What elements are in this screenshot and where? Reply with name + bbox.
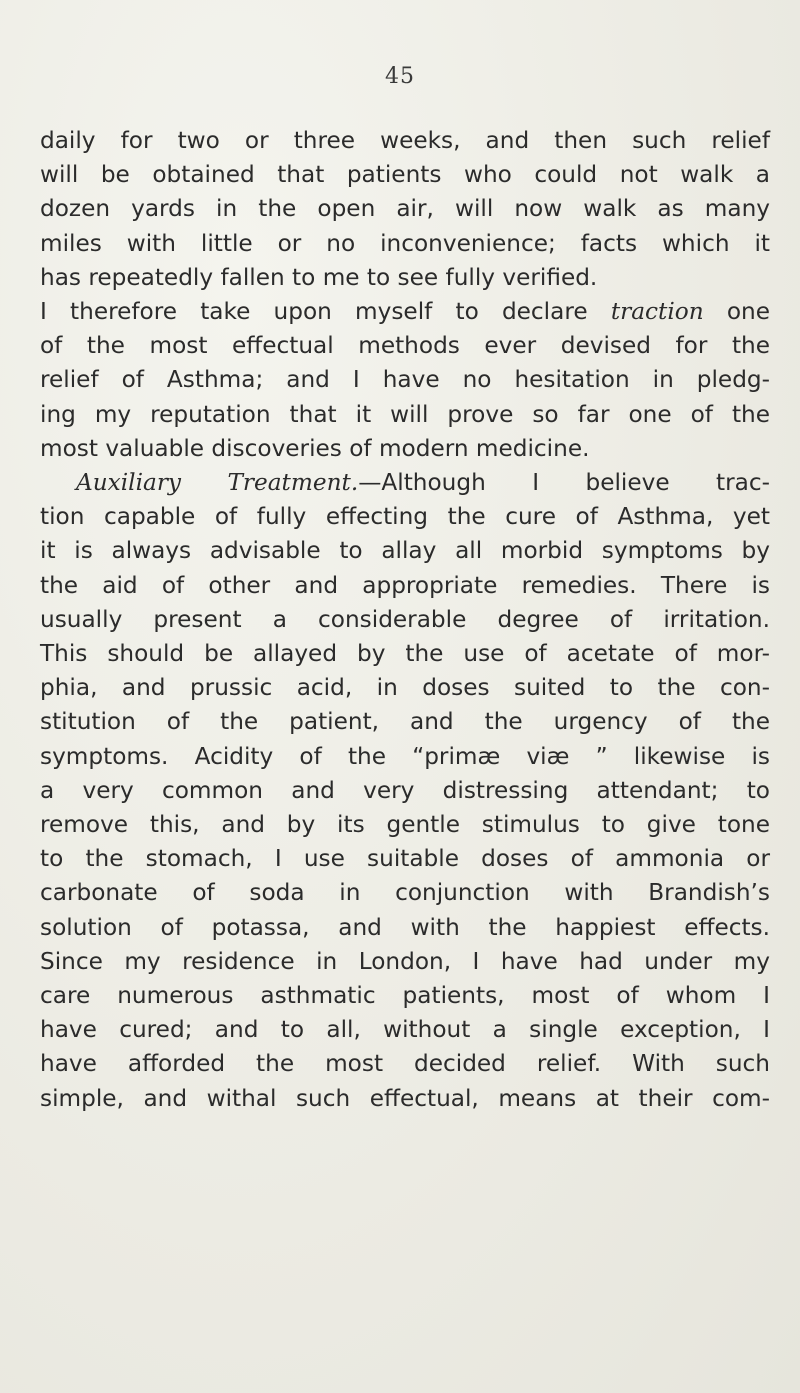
text-line: tion capable of fully effecting the cure of Asthma, yet (40, 503, 770, 531)
text-line: care numerous asthmatic patients, most of whom I (40, 982, 770, 1010)
page-number: 45 (385, 64, 415, 89)
text-line: it is always advisable to allay all morbid symptoms by (40, 537, 770, 565)
text-line: has repeatedly fallen to me to see fully verified. (40, 263, 598, 291)
text-line: simple, and withal such effectual, means at their com- (40, 1084, 770, 1112)
text-segment: —Although I believe trac- (358, 469, 770, 497)
text-line: remove this, and by its gentle stimulus to give tone (40, 811, 770, 839)
text-line: phia, and prussic acid, in doses suited to the con- (40, 674, 770, 702)
text-line (40, 466, 770, 500)
emphasized-word: traction (610, 298, 704, 326)
text-line: usually present a considerable degree of irritation. (40, 605, 770, 633)
text-segment: I therefore take upon myself to declare (40, 298, 611, 326)
text-line (40, 295, 770, 329)
body-text (40, 124, 770, 1116)
text-line: stitution of the patient, and the urgency of the (40, 708, 770, 736)
text-line: ing my reputation that it will prove so far one of the (40, 400, 770, 428)
text-line: to the stomach, I use suitable doses of ammonia or (40, 845, 770, 873)
text-segment: one (703, 298, 770, 326)
text-line: miles with little or no inconvenience; facts which it (40, 229, 770, 257)
text-line: the aid of other and appropriate remedies. There is (40, 571, 770, 599)
text-line: will be obtained that patients who could not walk a (40, 161, 770, 189)
text-line: carbonate of soda in conjunction with Brandish’s (40, 879, 770, 907)
section-heading: Auxiliary Treatment. (76, 469, 359, 497)
text-line: daily for two or three weeks, and then such relief (40, 127, 770, 154)
text-line: have cured; and to all, without a single exception, I (40, 1016, 770, 1044)
text-line: relief of Asthma; and I have no hesitation in pledg- (40, 366, 770, 394)
text-line: most valuable discoveries of modern medicine. (40, 434, 590, 462)
text-line: Since my residence in London, I have had under my (40, 947, 770, 975)
text-line: a very common and very distressing attendant; to (40, 776, 770, 804)
text-line: dozen yards in the open air, will now walk as many (40, 195, 770, 223)
text-line: symptoms. Acidity of the “primæ viæ ” likewise is (40, 742, 770, 770)
text-line: This should be allayed by the use of acetate of mor- (40, 640, 770, 668)
text-line: solution of potassa, and with the happiest effects. (40, 913, 770, 941)
text-line: have afforded the most decided relief. With such (40, 1050, 770, 1078)
text-line: of the most effectual methods ever devised for the (40, 332, 770, 360)
